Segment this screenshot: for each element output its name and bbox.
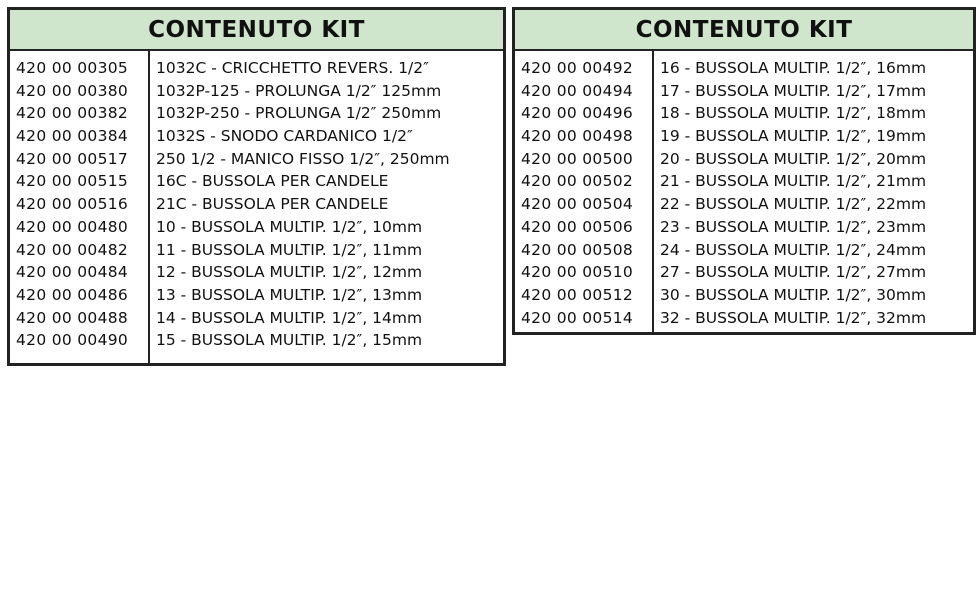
item-description-cell: 11 - BUSSOLA MULTIP. 1/2″, 11mm	[156, 240, 423, 259]
item-description-cell: 27 - BUSSOLA MULTIP. 1/2″, 27mm	[660, 263, 927, 282]
item-description-cell: 23 - BUSSOLA MULTIP. 1/2″, 23mm	[660, 217, 927, 236]
item-code-cell: 420 00 00504	[521, 195, 634, 214]
code-column	[515, 51, 654, 332]
item-code-cell: 420 00 00480	[16, 217, 129, 236]
description-column	[150, 51, 503, 363]
item-code-cell: 420 00 00382	[16, 104, 129, 123]
item-code-cell: 420 00 00502	[521, 172, 634, 191]
table-title: CONTENUTO KIT	[515, 10, 973, 51]
item-code-cell: 420 00 00488	[16, 308, 129, 327]
item-code-cell: 420 00 00494	[521, 81, 634, 100]
item-description-cell: 1032C - CRICCHETTO REVERS. 1/2″	[156, 59, 429, 77]
item-description-cell: 1032P-250 - PROLUNGA 1/2″ 250mm	[156, 104, 442, 123]
item-code-cell: 420 00 00506	[521, 217, 634, 236]
item-code-cell: 420 00 00482	[16, 240, 129, 259]
item-description-cell: 22 - BUSSOLA MULTIP. 1/2″, 22mm	[660, 195, 927, 214]
item-description-cell: 12 - BUSSOLA MULTIP. 1/2″, 12mm	[156, 263, 423, 282]
item-description-cell: 1032P-125 - PROLUNGA 1/2″ 125mm	[156, 81, 442, 100]
item-description-cell: 17 - BUSSOLA MULTIP. 1/2″, 17mm	[660, 81, 927, 100]
description-column	[654, 51, 973, 332]
item-code-cell: 420 00 00498	[521, 127, 634, 146]
item-code-cell: 420 00 00380	[16, 81, 129, 100]
item-code-cell: 420 00 00305	[16, 59, 129, 77]
item-code-cell: 420 00 00484	[16, 263, 129, 282]
item-description-cell: 18 - BUSSOLA MULTIP. 1/2″, 18mm	[660, 104, 927, 123]
item-description-cell: 16C - BUSSOLA PER CANDELE	[156, 172, 389, 191]
item-description-cell: 21 - BUSSOLA MULTIP. 1/2″, 21mm	[660, 172, 927, 191]
item-code-cell: 420 00 00490	[16, 331, 129, 350]
item-code-cell: 420 00 00517	[16, 149, 129, 168]
item-code-cell: 420 00 00500	[521, 149, 634, 168]
item-description-cell: 16 - BUSSOLA MULTIP. 1/2″, 16mm	[660, 59, 927, 77]
item-code-cell: 420 00 00510	[521, 263, 634, 282]
item-code-cell: 420 00 00496	[521, 104, 634, 123]
item-code-cell: 420 00 00516	[16, 195, 129, 214]
item-description-cell: 19 - BUSSOLA MULTIP. 1/2″, 19mm	[660, 127, 927, 146]
item-code-cell: 420 00 00486	[16, 285, 129, 304]
item-description-cell: 250 1/2 - MANICO FISSO 1/2″, 250mm	[156, 149, 450, 168]
item-description-cell: 20 - BUSSOLA MULTIP. 1/2″, 20mm	[660, 149, 927, 168]
item-code-cell: 420 00 00514	[521, 308, 634, 327]
table-title: CONTENUTO KIT	[10, 10, 503, 51]
code-column	[10, 51, 150, 363]
item-description-cell: 10 - BUSSOLA MULTIP. 1/2″, 10mm	[156, 217, 423, 236]
table-body	[10, 51, 503, 363]
item-description-cell: 30 - BUSSOLA MULTIP. 1/2″, 30mm	[660, 285, 927, 304]
kit-contents-table-left	[7, 7, 506, 366]
item-description-cell: 15 - BUSSOLA MULTIP. 1/2″, 15mm	[156, 331, 423, 350]
item-description-cell: 14 - BUSSOLA MULTIP. 1/2″, 14mm	[156, 308, 423, 327]
item-code-cell: 420 00 00508	[521, 240, 634, 259]
item-code-cell: 420 00 00512	[521, 285, 634, 304]
item-description-cell: 32 - BUSSOLA MULTIP. 1/2″, 32mm	[660, 308, 927, 327]
item-code-cell: 420 00 00515	[16, 172, 129, 191]
kit-contents-table-right	[512, 7, 976, 335]
table-body	[515, 51, 973, 332]
item-code-cell: 420 00 00384	[16, 127, 129, 146]
item-description-cell: 24 - BUSSOLA MULTIP. 1/2″, 24mm	[660, 240, 927, 259]
item-description-cell: 13 - BUSSOLA MULTIP. 1/2″, 13mm	[156, 285, 423, 304]
item-description-cell: 21C - BUSSOLA PER CANDELE	[156, 195, 389, 214]
item-description-cell: 1032S - SNODO CARDANICO 1/2″	[156, 127, 413, 146]
item-code-cell: 420 00 00492	[521, 59, 634, 77]
